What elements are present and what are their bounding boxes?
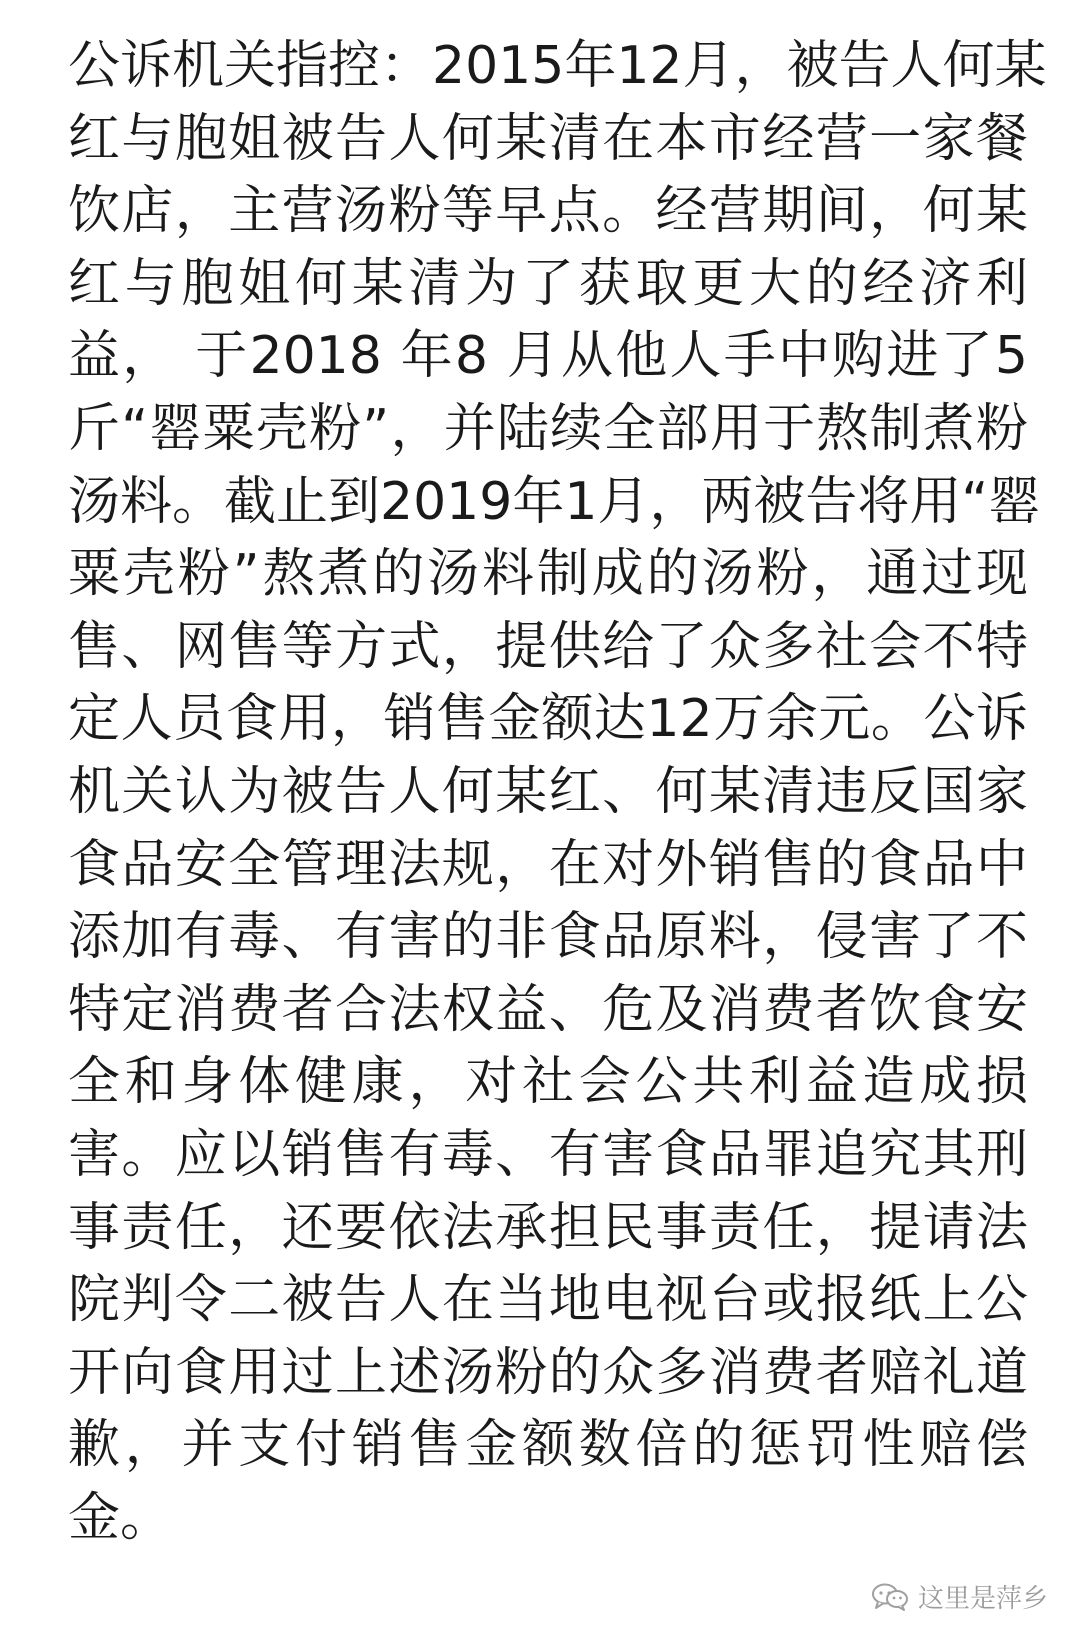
article-line: 全和身体健康，对社会公共利益造成损: [68, 1052, 1028, 1113]
article-line: 红与胞姐何某清为了获取更大的经济利: [68, 253, 1028, 314]
article-line: 饮店，主营汤粉等早点。经营期间，何某: [68, 181, 1028, 242]
article-line: 食品安全管理法规，在对外销售的食品中: [68, 834, 1028, 895]
article-line: 添加有毒、有害的非食品原料，侵害了不: [68, 907, 1028, 968]
article-line: 红与胞姐被告人何某清在本市经营一家餐: [68, 108, 1028, 169]
article-line: 院判令二被告人在当地电视台或报纸上公: [68, 1270, 1028, 1331]
article-line: 开向食用过上述汤粉的众多消费者赔礼道: [68, 1342, 1028, 1403]
article-line: 粟壳粉”熬煮的汤料制成的汤粉，通过现: [68, 544, 1028, 605]
watermark-text: 这里是萍乡: [917, 1584, 1048, 1614]
article-line: 特定消费者合法权益、危及消费者饮食安: [68, 979, 1028, 1040]
article-line: 汤料。截止到2019年1月，两被告将用“罂: [68, 471, 1041, 532]
article-line: 益， 于2018 年8 月从他人手中购进了5: [68, 326, 1028, 387]
article-line: 事责任，还要依法承担民事责任，提请法: [68, 1197, 1028, 1258]
article-line: 歉，并支付销售金额数倍的惩罚性赔偿: [68, 1415, 1028, 1476]
article-line: 定人员食用，销售金额达12万余元。公诉: [68, 689, 1028, 750]
article-body: [68, 30, 1047, 1554]
wechat-icon: [870, 1582, 910, 1612]
article-line: 斤“罂粟壳粉”，并陆续全部用于熬制煮粉: [68, 398, 1028, 459]
article-line: 公诉机关指控：2015年12月，被告人何某: [68, 36, 1047, 96]
article-line: 害。应以销售有毒、有害食品罪追究其刑: [68, 1124, 1028, 1185]
watermark: [870, 1578, 1048, 1615]
article-line: 金。: [68, 1487, 173, 1548]
article-line: 机关认为被告人何某红、何某清违反国家: [68, 761, 1028, 822]
article-line: 售、网售等方式，提供给了众多社会不特: [68, 616, 1028, 677]
